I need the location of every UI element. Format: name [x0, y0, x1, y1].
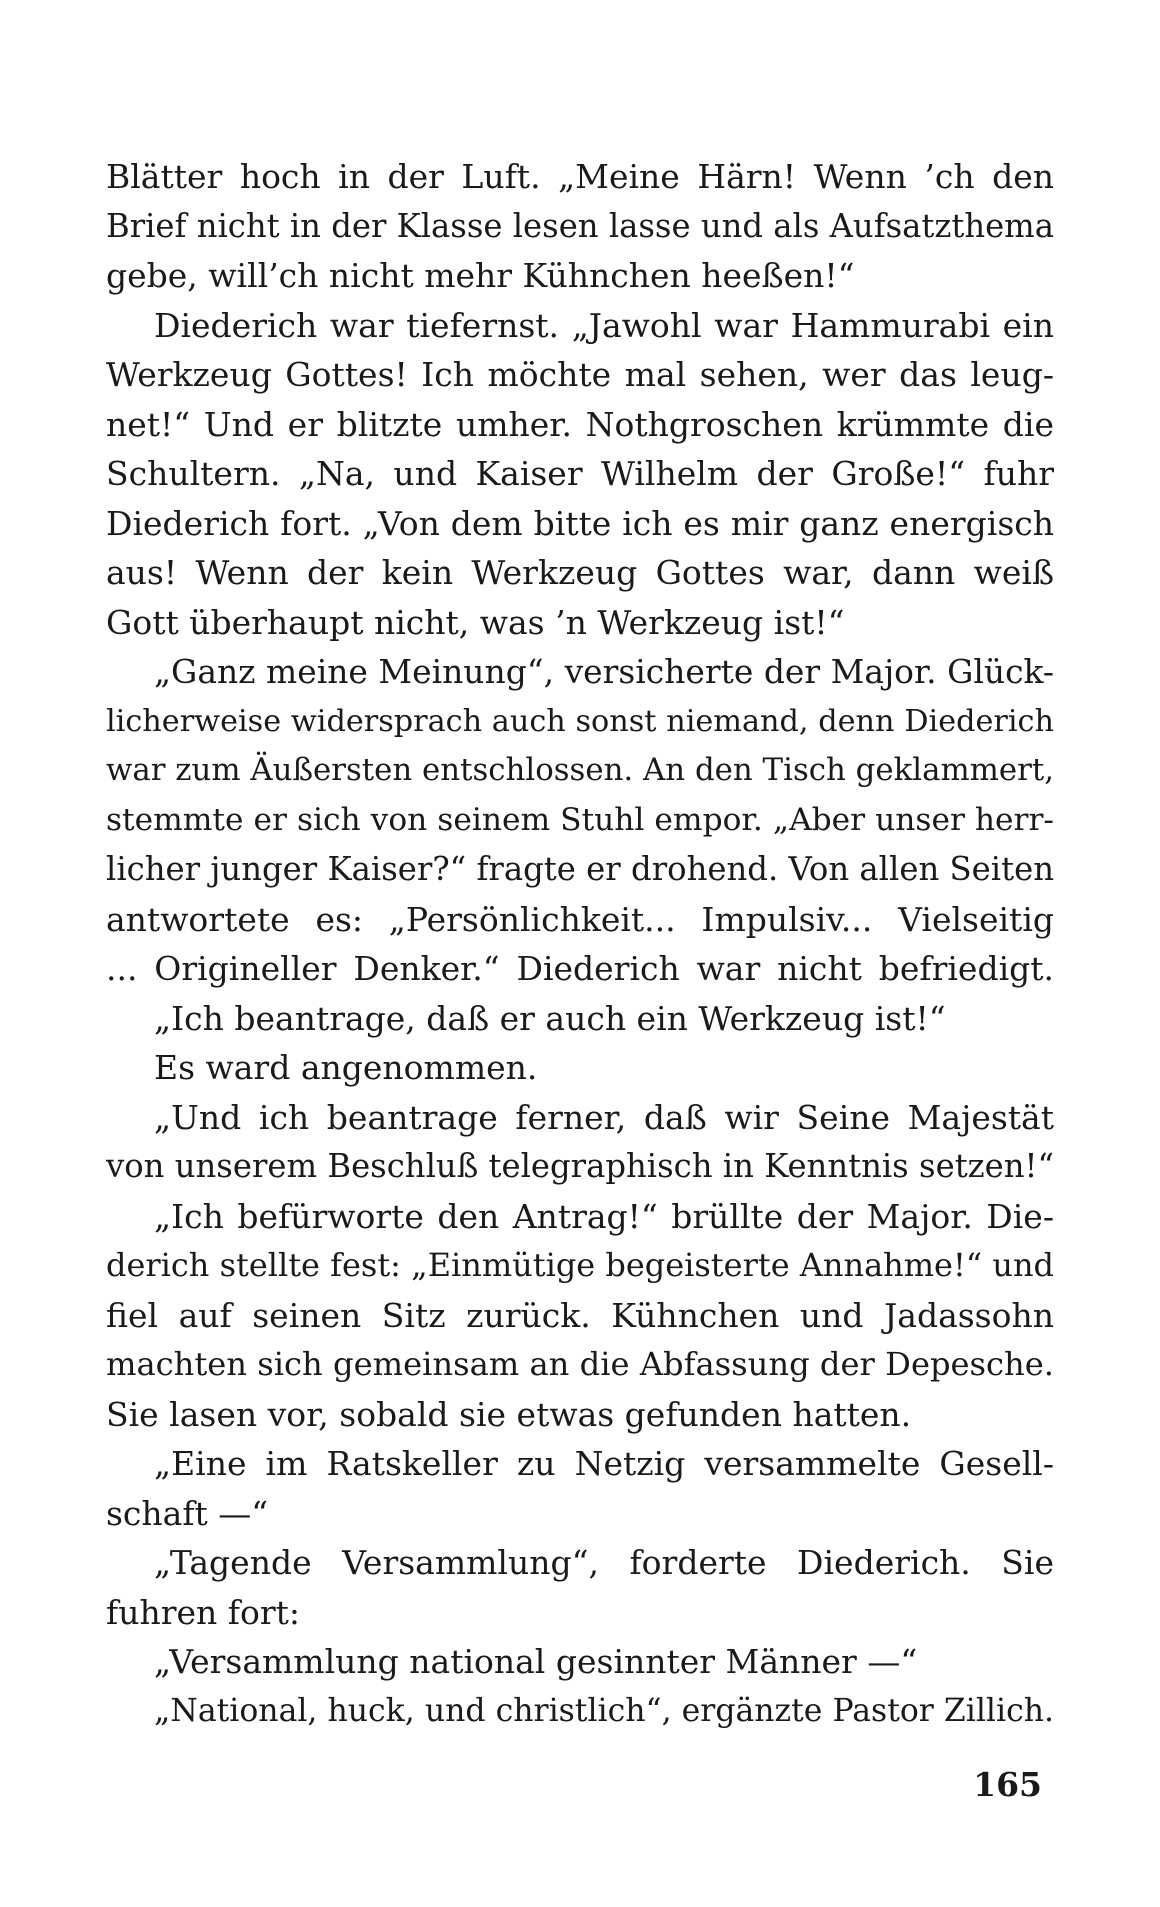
text-line: „National, huck, und christlich“, ergänzte Pastor Zillich. [154, 1692, 1054, 1729]
text-line: „Ganz meine Meinung“, versicherte der Major. Glück- [154, 652, 1054, 691]
text-line: machten sich gemeinsam an die Abfassung der Depesche. [106, 1345, 1054, 1383]
text-line: „Ich beantrage, daß er auch ein Werkzeug ist!“ [154, 998, 946, 1038]
text-line: Blätter hoch in der Luft. „Meine Härn! Wenn ’ch den [106, 157, 1054, 196]
text-line: licher junger Kaiser?“ fragte er drohend. Von allen Seiten [106, 850, 1054, 888]
text-line: schaft —“ [106, 1493, 269, 1533]
text-line: von unserem Beschluß telegraphisch in Kenntnis setzen!“ [106, 1147, 1054, 1185]
text-line: derich stellte fest: „Einmütige begeisterte Annahme!“ und [106, 1246, 1054, 1284]
text-line: Gott überhaupt nicht, was ’n Werkzeug ist!“ [106, 602, 845, 642]
text-line: licherweise widersprach auch sonst niemand, denn Diederich [106, 703, 1054, 739]
text-line: net!“ Und er blitzte umher. Nothgroschen krümmte die [106, 404, 1054, 444]
text-line: Diederich war tiefernst. „Jawohl war Hammurabi ein [154, 305, 1054, 345]
text-line: ... Origineller Denker.“ Diederich war nicht befriedigt. [106, 949, 1054, 988]
text-line: gebe, will’ch nicht mehr Kühnchen heeßen!“ [106, 256, 855, 295]
text-line: stemmte er sich von seinem Stuhl empor. „Aber unser herr- [106, 801, 1054, 838]
page-number: 165 [973, 1765, 1042, 1804]
text-line: antwortete es: „Persönlichkeit... Impulsiv... Vielseitig [106, 899, 1054, 939]
text-line: Diederich fort. „Von dem bitte ich es mir ganz energisch [106, 503, 1054, 543]
text-line: fiel auf seinen Sitz zurück. Kühnchen und Jadassohn [106, 1295, 1054, 1335]
body-text [106, 152, 1054, 1736]
text-line: „Tagende Versammlung“, forderte Diederich. Sie [154, 1543, 1054, 1582]
text-line: „Versammlung national gesinnter Männer —“ [154, 1642, 918, 1681]
text-line: „Ich befürworte den Antrag!“ brüllte der Major. Die- [154, 1196, 1054, 1236]
text-line: Brief nicht in der Klasse lesen lasse und als Aufsatzthema [106, 206, 1054, 245]
text-line: aus! Wenn der kein Werkzeug Gottes war, dann weiß [106, 553, 1054, 592]
text-line: „Und ich beantrage ferner, daß wir Seine Majestät [154, 1097, 1054, 1137]
text-line: Schultern. „Na, und Kaiser Wilhelm der Große!“ fuhr [106, 454, 1054, 493]
text-line: Es ward angenommen. [154, 1048, 538, 1087]
text-line: Werkzeug Gottes! Ich möchte mal sehen, wer das leug- [106, 355, 1054, 394]
text-line: „Eine im Ratskeller zu Netzig versammelte Gesell- [154, 1444, 1054, 1483]
text-line: war zum Äußersten entschlossen. An den Tisch geklammert, [106, 752, 1054, 788]
text-line: fuhren fort: [106, 1592, 301, 1632]
text-line: Sie lasen vor, sobald sie etwas gefunden hatten. [106, 1394, 912, 1434]
